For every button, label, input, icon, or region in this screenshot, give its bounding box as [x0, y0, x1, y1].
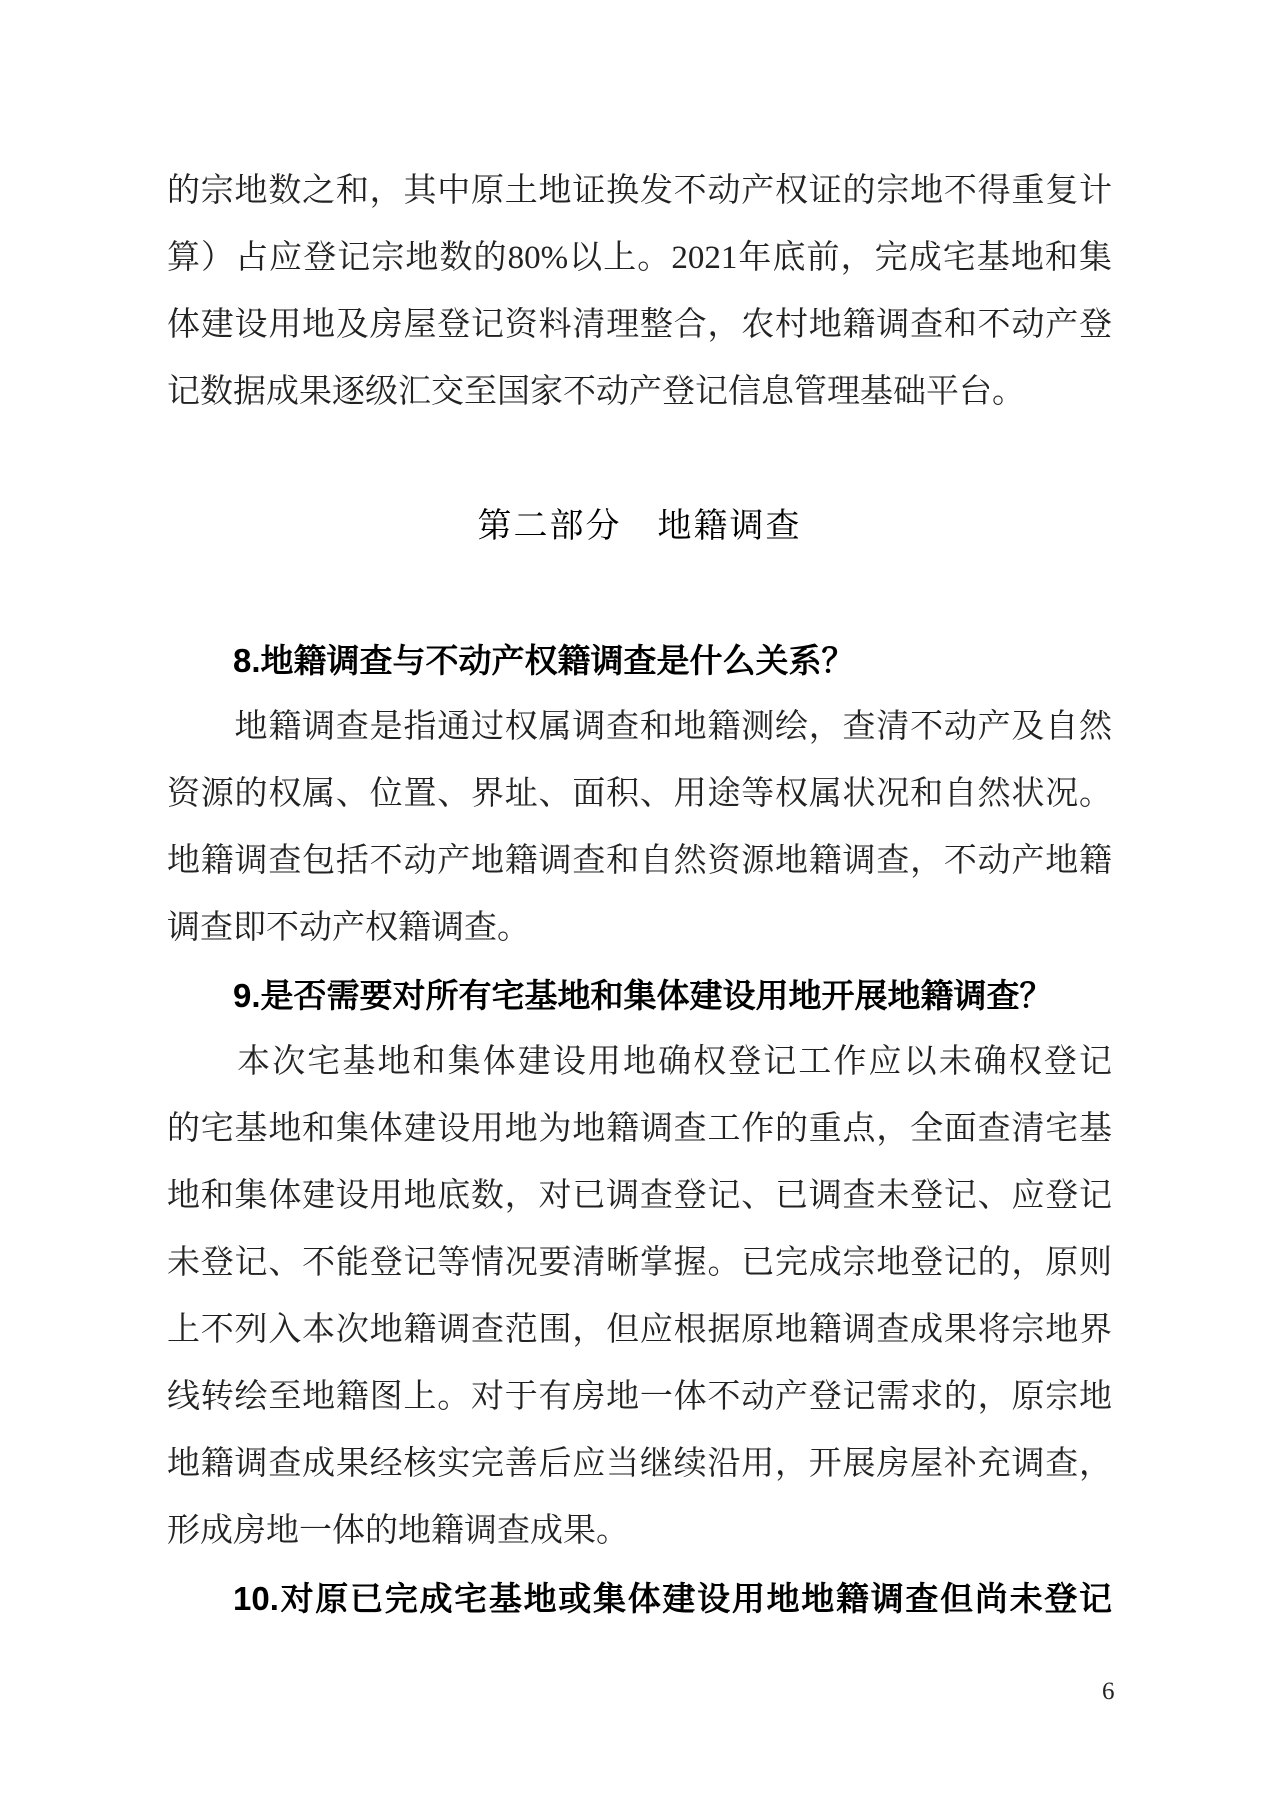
text-line: 地籍调查成果经核实完善后应当继续沿用，开展房屋补充调查，	[167, 1446, 1112, 1482]
text-line: 本次宅基地和集体建设用地确权登记工作应以未确权登记	[167, 1044, 1112, 1080]
text-line: 未登记、不能登记等情况要清晰掌握。已完成宗地登记的，原则	[167, 1245, 1112, 1281]
paragraph-continued-from-previous-page	[167, 158, 1112, 426]
page-number: 6	[1102, 1678, 1115, 1705]
text-line: 地籍调查包括不动产地籍调查和自然资源地籍调查，不动产地籍	[167, 843, 1112, 879]
text-line: 调查即不动产权籍调查。	[167, 910, 530, 946]
section-heading: 第二部分 地籍调查	[477, 508, 802, 545]
text-line: 线转绘至地籍图上。对于有房地一体不动产登记需求的，原宗地	[167, 1379, 1112, 1415]
text-line: 的宗地数之和，其中原土地证换发不动产权证的宗地不得重复计	[167, 173, 1112, 209]
question-8-heading: 8.地籍调查与不动产权籍调查是什么关系？	[233, 642, 855, 679]
text-line: 地籍调查是指通过权属调查和地籍测绘，查清不动产及自然	[167, 709, 1112, 745]
question-8-answer	[167, 694, 1112, 962]
text-line: 形成房地一体的地籍调查成果。	[167, 1513, 629, 1549]
text-line: 的宅基地和集体建设用地为地籍调查工作的重点，全面查清宅基	[167, 1111, 1112, 1147]
text-line: 体建设用地及房屋登记资料清理整合，农村地籍调查和不动产登	[167, 307, 1112, 343]
question-9-heading: 9.是否需要对所有宅基地和集体建设用地开展地籍调查？	[233, 977, 1053, 1014]
question-10-heading: 10.对原已完成宅基地或集体建设用地地籍调查但尚未登记	[233, 1580, 1112, 1617]
text-line: 记数据成果逐级汇交至国家不动产登记信息管理基础平台。	[167, 374, 1025, 410]
text-line: 算）占应登记宗地数的80%以上。2021年底前，完成宅基地和集	[167, 240, 1112, 276]
text-line: 上不列入本次地籍调查范围，但应根据原地籍调查成果将宗地界	[167, 1312, 1112, 1348]
text-line: 地和集体建设用地底数，对已调查登记、已调查未登记、应登记	[167, 1178, 1112, 1214]
question-9-answer	[167, 1029, 1112, 1565]
text-line: 资源的权属、位置、界址、面积、用途等权属状况和自然状况。	[167, 776, 1112, 812]
